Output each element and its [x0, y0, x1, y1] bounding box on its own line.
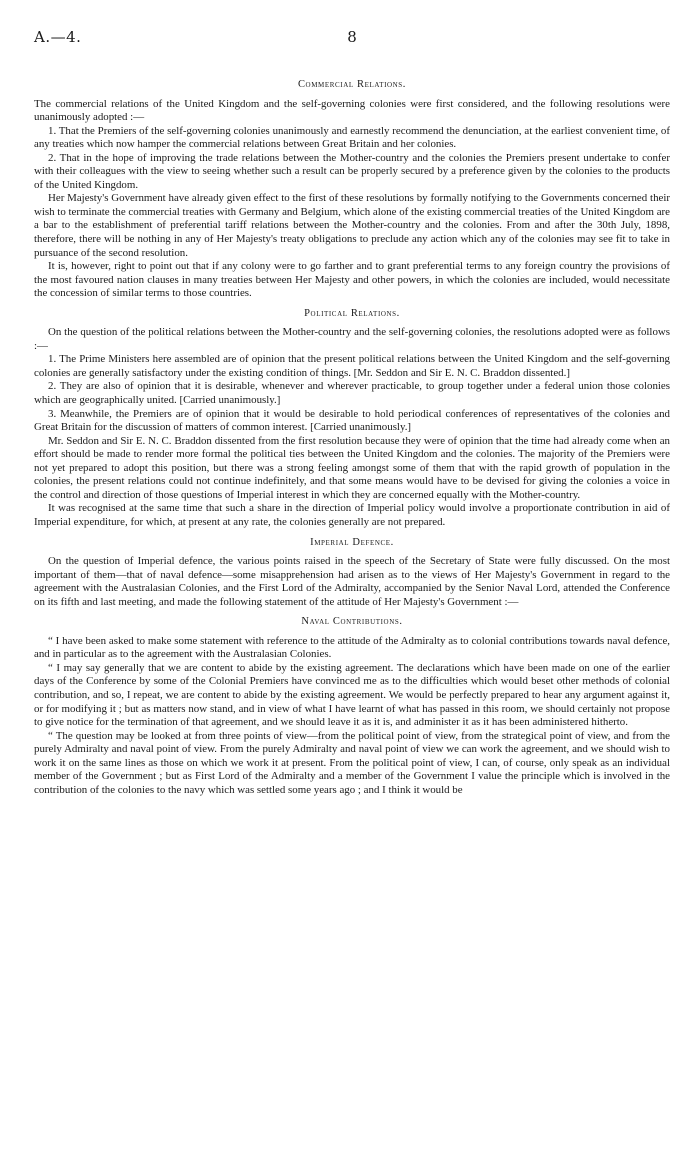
paragraph: “ I may say generally that we are content to abide by the existing agreement. The declarations which have been made on one of the earlier days of the Conference by some of the Colonial Premiers have convinced me as to the difficulties which would beset other methods of colonial contribution, and so, I repeat, we are content to abide by the existing agreement. We would be perfectly prepared to hear any argument against it, or for modifying it ; but as matters now stand, and in view of what I have learnt of what has passed in this room, we should certainly not propose to give notice for the termination of that agreement, and we should leave it as it is, and administer it as it has been administered hitherto. — [34, 661, 670, 729]
paragraph: Mr. Seddon and Sir E. N. C. Braddon dissented from the first resolution because they were of opinion that the time had already come when an effort should be made to render more formal the political ties between the United Kingdom and the colonies. The majority of the Premiers were not yet prepared to adopt this position, but there was a strong feeling amongst some of them that with the rapid growth of population in the colonies, the present relations could not continue indefinitely, and that some means would have to be devised for giving the colonies a voice in the control and direction of those questions of Imperial interest in which they are concerned equally with the Mother-country. — [34, 434, 670, 501]
paragraph: On the question of the political relations between the Mother-country and the self-governing colonies, the resolutions adopted were as follows :— — [34, 326, 670, 352]
paragraph: 3. Meanwhile, the Premiers are of opinion that it would be desirable to hold periodical conferences of representatives of the colonies and Great Britain for the discussion of matters of common interest. [Carried unanimously.] — [34, 407, 670, 434]
section-heading-commercial-relations: Commercial Relations. — [297, 79, 407, 90]
paragraph: 1. That the Premiers of the self-governing colonies unanimously and earnestly recommend the denunciation, at the earliest convenient time, of any treaties which now hamper the commercial relations between Great Britain and her colonies. — [34, 124, 670, 151]
page-header — [34, 0, 670, 44]
paragraph: 2. That in the hope of improving the trade relations between the Mother-country and the colonies the Premiers present undertake to confer with their colleagues with the view to seeing whether such a result can be properly secured by a preference given by the colonies to the products of the United Kingdom. — [34, 151, 670, 191]
page-number: 8 — [347, 28, 357, 46]
paragraph: 2. They are also of opinion that it is desirable, whenever and wherever practicable, to group together under a federal union those colonies which are geographically united. [Carried unanimously.] — [34, 380, 670, 407]
paragraph: “ I have been asked to make some statement with reference to the attitude of the Admiralty as to colonial contributions towards naval defence, and in particular as to the agreement with the Australasian Colonies. — [34, 634, 670, 661]
page-reference: A.—4. — [34, 28, 82, 46]
paragraph: 1. The Prime Ministers here assembled are of opinion that the present political relations between the United Kingdom and the self-governing colonies are generally satisfactory under the existing condition of things. [Mr. Seddon and Sir E. N. C. Braddon dissented.] — [34, 353, 670, 379]
paragraph: Her Majesty's Government have already given effect to the first of these resolutions by formally notifying to the Governments concerned their wish to terminate the commercial treaties with Germany and Belgium, which alone of the existing commercial treaties of the United Kingdom are a bar to the establishment of preferential tariff relations between the Mother-country and the colonies. From and after the 30th July, 1898, therefore, there will be nothing in any of Her Majesty's treaty obligations to preclude any action which any of the colonies may see fit to take in pursuance of the second resolution. — [34, 192, 670, 259]
document-body — [34, 78, 670, 797]
section-heading-political-relations: Political Relations. — [304, 307, 400, 319]
section-heading-naval-contributions: Naval Contributions. — [301, 616, 403, 628]
paragraph: “ The question may be looked at from three points of view—from the political point of view, from the strategical point of view, and from the purely Admiralty and naval point of view. From the purely Admiralty and naval point of view we can work the agreement, and we should wish to work it on the same lines as those on which we work it at present. From the political point of view, I can, of course, only speak as an individual member of the Government ; but as First Lord of the Admiralty and a member of the Government I value the principle which is involved in the contribution of the colonies to the navy which was settled some years ago ; and I think it would be — [34, 729, 670, 796]
paragraph: On the question of Imperial defence, the various points raised in the speech of the Secretary of State were fully discussed. On the most important of them—that of naval defence—some misapprehension had arisen as to the views of Her Majesty's Government in regard to the agreement with the Australasian Colonies, and the First Lord of the Admiralty, accompanied by the Senior Naval Lord, attended the Conference on its fifth and last meeting, and made the following statement of the attitude of Her Majesty's Government :— — [34, 555, 670, 608]
paragraph: It was recognised at the same time that such a share in the direction of Imperial policy would involve a proportionate contribution in aid of Imperial expenditure, for which, at present at any rate, the colonies generally are not prepared. — [34, 502, 670, 528]
paragraph: The commercial relations of the United Kingdom and the self-governing colonies were first considered, and the following resolutions were unanimously adopted :— — [34, 97, 670, 124]
section-heading-imperial-defence: Imperial Defence. — [310, 536, 394, 548]
paragraph: It is, however, right to point out that if any colony were to go farther and to grant preferential terms to any foreign country the provisions of the most favoured nation clauses in many treaties between Her Majesty and other powers, in which the colonies are included, would necessitate the concession of similar terms to those countries. — [34, 260, 670, 300]
